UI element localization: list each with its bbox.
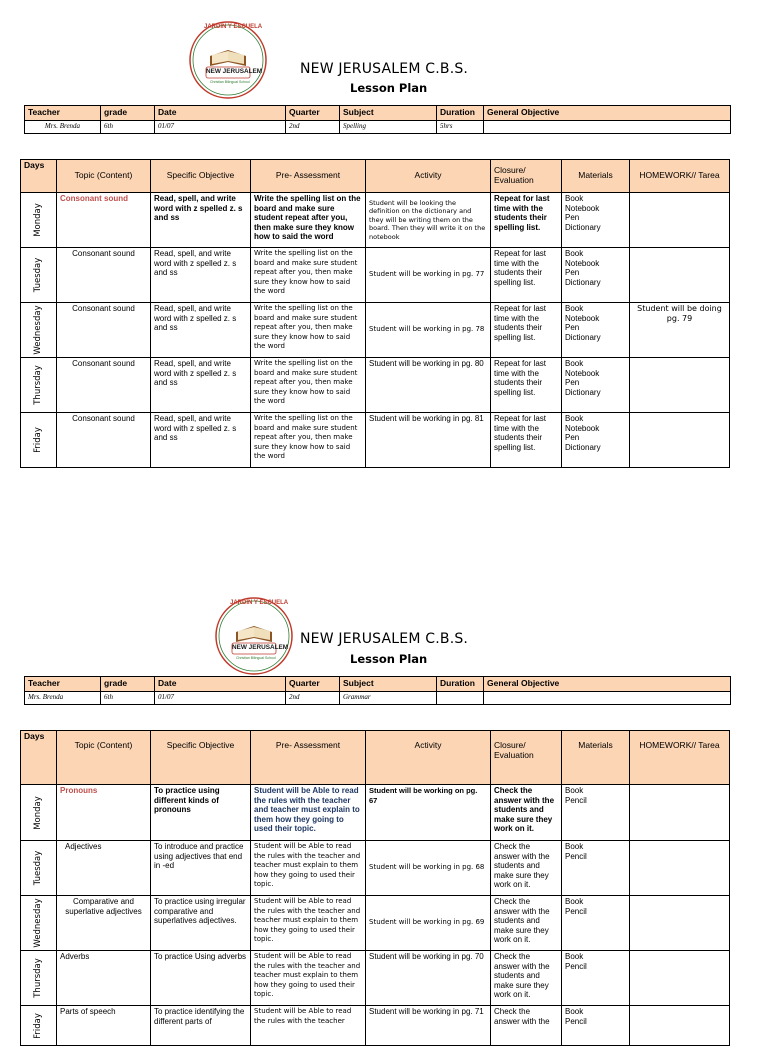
homework-cell xyxy=(630,248,730,303)
quarter-value: 2nd xyxy=(286,121,340,134)
activity-cell: Student will be working in pg. 69 xyxy=(366,896,491,951)
topic-cell: Consonant sound xyxy=(57,193,151,248)
materials-cell: Book Pencil xyxy=(562,896,630,951)
table-row xyxy=(21,193,730,248)
table-row xyxy=(21,303,730,358)
table-row xyxy=(21,413,730,468)
closure-cell: Check the answer with the xyxy=(491,1006,562,1046)
duration-value: 5hrs xyxy=(437,121,484,134)
activity-cell: Student will be working in pg. 68 xyxy=(366,841,491,896)
materials-cell: Book Pencil xyxy=(562,841,630,896)
topic-cell: Consonant sound xyxy=(57,358,151,413)
homework-cell xyxy=(630,785,730,841)
table-row xyxy=(21,785,730,841)
date-header: Date xyxy=(155,677,286,692)
pre-assessment-cell: Write the spelling list on the board and make sure student repeat after you, then make sure they know how to said the word xyxy=(251,248,366,303)
subject-header: Subject xyxy=(340,106,437,121)
homework-cell xyxy=(630,358,730,413)
quarter-value: 2nd xyxy=(286,692,340,705)
materials-header: Materials xyxy=(562,731,630,785)
activity-cell: Student will be working in pg. 81 xyxy=(366,413,491,468)
lesson-table xyxy=(20,159,730,468)
closure-header: Closure/ Evaluation xyxy=(491,160,562,193)
homework-header: HOMEWORK// Tarea xyxy=(630,731,730,785)
pre-assessment-cell: Student will be Able to read the rules with the teacher xyxy=(251,1006,366,1046)
materials-cell: Book Notebook Pen Dictionary xyxy=(562,413,630,468)
subject-value: Grammar xyxy=(340,692,437,705)
topic-cell: Adverbs xyxy=(57,951,151,1006)
homework-cell xyxy=(630,193,730,248)
objective-cell: To introduce and practice using adjectives that end in -ed xyxy=(151,841,251,896)
closure-cell: Check the answer with the students and make sure they work on it. xyxy=(491,896,562,951)
topic-cell: Parts of speech xyxy=(57,1006,151,1046)
days-header: Days xyxy=(21,160,57,193)
objective-cell: Read, spell, and write word with z spelled z. s and ss xyxy=(151,193,251,248)
logo-top-text: JARDIN Y ESCUELA xyxy=(230,600,289,606)
school-name: NEW JERUSALEM C.B.S. xyxy=(300,61,469,77)
teacher-value: Mrs. Brenda xyxy=(25,692,101,705)
topic-cell: Adjectives xyxy=(57,841,151,896)
activity-header: Activity xyxy=(366,160,491,193)
objective-cell: Read, spell, and write word with z spelled z. s and ss xyxy=(151,303,251,358)
activity-cell: Student will be working in pg. 71 xyxy=(366,1006,491,1046)
activity-cell: Student will be working on pg. 67 xyxy=(366,785,491,841)
pre-assessment-cell: Write the spelling list on the board and make sure student repeat after you, then make sure they know how to said the word xyxy=(251,358,366,413)
activity-cell: Student will be working in pg. 80 xyxy=(366,358,491,413)
teacher-value: Mrs. Brenda xyxy=(25,121,101,134)
closure-cell: Check the answer with the students and make sure they work on it. xyxy=(491,785,562,841)
school-logo xyxy=(214,596,294,676)
day-cell: Friday xyxy=(21,1006,57,1046)
page-subtitle: Lesson Plan xyxy=(350,652,428,666)
pre-assessment-header: Pre- Assessment xyxy=(251,160,366,193)
day-cell: Thursday xyxy=(21,358,57,413)
teacher-header: Teacher xyxy=(25,106,101,121)
pre-assessment-cell: Write the spelling list on the board and make sure student repeat after you, then make sure they know how to said the word xyxy=(251,303,366,358)
topic-cell: Comparative and superlative adjectives xyxy=(57,896,151,951)
pre-assessment-cell: Student will be Able to read the rules with the teacher and teacher must explain to them how they going to used their topic. xyxy=(251,951,366,1006)
specific-objective-header: Specific Objective xyxy=(151,731,251,785)
homework-cell: Student will be doing pg. 79 xyxy=(630,303,730,358)
table-row xyxy=(21,951,730,1006)
homework-cell xyxy=(630,413,730,468)
topic-cell: Consonant sound xyxy=(57,303,151,358)
logo-bottom-text: Christian Bilingual School xyxy=(210,80,250,84)
objective-cell: To practice using different kinds of pronouns xyxy=(151,785,251,841)
school-name: NEW JERUSALEM C.B.S. xyxy=(300,631,469,647)
closure-cell: Repeat for last time with the students their spelling list. xyxy=(491,303,562,358)
day-cell: Friday xyxy=(21,413,57,468)
day-cell: Tuesday xyxy=(21,841,57,896)
general-objective-value xyxy=(484,692,731,705)
pre-assessment-cell: Write the spelling list on the board and make sure student repeat after you, then make sure they know how to said the word xyxy=(251,193,366,248)
objective-cell: Read, spell, and write word with z spelled z. s and ss xyxy=(151,413,251,468)
materials-header: Materials xyxy=(562,160,630,193)
table-row xyxy=(21,358,730,413)
table-row xyxy=(21,1006,730,1046)
closure-header: Closure/ Evaluation xyxy=(491,731,562,785)
info-table xyxy=(24,105,731,134)
materials-cell: Book Notebook Pen Dictionary xyxy=(562,248,630,303)
day-cell: Wednesday xyxy=(21,896,57,951)
topic-header: Topic (Content) xyxy=(57,731,151,785)
materials-cell: Book Pencil xyxy=(562,785,630,841)
duration-header: Duration xyxy=(437,106,484,121)
info-table xyxy=(24,676,731,705)
materials-cell: Book Notebook Pen Dictionary xyxy=(562,193,630,248)
objective-cell: To practice Using adverbs xyxy=(151,951,251,1006)
homework-header: HOMEWORK// Tarea xyxy=(630,160,730,193)
duration-header: Duration xyxy=(437,677,484,692)
logo-top-text: JARDIN Y ESCUELA xyxy=(204,24,263,30)
pre-assessment-header: Pre- Assessment xyxy=(251,731,366,785)
day-cell: Wednesday xyxy=(21,303,57,358)
quarter-header: Quarter xyxy=(286,677,340,692)
teacher-header: Teacher xyxy=(25,677,101,692)
objective-cell: Read, spell, and write word with z spelled z. s and ss xyxy=(151,358,251,413)
activity-cell: Student will be working in pg. 78 xyxy=(366,303,491,358)
duration-value xyxy=(437,692,484,705)
topic-cell: Pronouns xyxy=(57,785,151,841)
quarter-header: Quarter xyxy=(286,106,340,121)
pre-assessment-cell: Student will be Able to read the rules with the teacher and teacher must explain to them how they going to used their topic. xyxy=(251,841,366,896)
materials-cell: Book Pencil xyxy=(562,1006,630,1046)
pre-assessment-cell: Student will be Able to read the rules with the teacher and teacher must explain to them how they going to used their topic. xyxy=(251,896,366,951)
activity-cell: Student will be looking the definition on the dictionary and they will be writing them on the board. Then they will write it on the notebook xyxy=(366,193,491,248)
logo-main-text: NEW JERUSALEM xyxy=(232,644,289,651)
objective-cell: To practice using irregular comparative and superlatives adjectives. xyxy=(151,896,251,951)
day-cell: Monday xyxy=(21,193,57,248)
grade-header: grade xyxy=(101,106,155,121)
date-value: 01/07 xyxy=(155,121,286,134)
pre-assessment-cell: Student will be Able to read the rules with the teacher and teacher must explain to them how they going to used their topic. xyxy=(251,785,366,841)
general-objective-value xyxy=(484,121,731,134)
table-row xyxy=(21,248,730,303)
topic-header: Topic (Content) xyxy=(57,160,151,193)
table-row xyxy=(21,841,730,896)
lesson-table xyxy=(20,730,730,1046)
grade-value: 6th xyxy=(101,692,155,705)
activity-cell: Student will be working in pg. 70 xyxy=(366,951,491,1006)
topic-cell: Consonant sound xyxy=(57,413,151,468)
school-logo xyxy=(188,20,268,100)
homework-cell xyxy=(630,841,730,896)
subject-header: Subject xyxy=(340,677,437,692)
date-value: 01/07 xyxy=(155,692,286,705)
closure-cell: Repeat for last time with the students their spelling list. xyxy=(491,358,562,413)
closure-cell: Repeat for last time with the students their spelling list. xyxy=(491,413,562,468)
day-cell: Monday xyxy=(21,785,57,841)
subject-value: Spelling xyxy=(340,121,437,134)
homework-cell xyxy=(630,1006,730,1046)
grade-value: 6th xyxy=(101,121,155,134)
objective-cell: Read, spell, and write word with z spelled z. s and ss xyxy=(151,248,251,303)
pre-assessment-cell: Write the spelling list on the board and make sure student repeat after you, then make sure they know how to said the word xyxy=(251,413,366,468)
closure-cell: Repeat for last time with the students their spelling list. xyxy=(491,248,562,303)
grade-header: grade xyxy=(101,677,155,692)
general-objective-header: General Objective xyxy=(484,677,731,692)
date-header: Date xyxy=(155,106,286,121)
table-row xyxy=(21,896,730,951)
materials-cell: Book Notebook Pen Dictionary xyxy=(562,358,630,413)
homework-cell xyxy=(630,951,730,1006)
general-objective-header: General Objective xyxy=(484,106,731,121)
activity-header: Activity xyxy=(366,731,491,785)
materials-cell: Book Pencil xyxy=(562,951,630,1006)
materials-cell: Book Notebook Pen Dictionary xyxy=(562,303,630,358)
closure-cell: Check the answer with the students and make sure they work on it. xyxy=(491,841,562,896)
logo-main-text: NEW JERUSALEM xyxy=(206,68,263,75)
homework-cell xyxy=(630,896,730,951)
day-cell: Tuesday xyxy=(21,248,57,303)
day-cell: Thursday xyxy=(21,951,57,1006)
specific-objective-header: Specific Objective xyxy=(151,160,251,193)
days-header: Days xyxy=(21,731,57,785)
closure-cell: Repeat for last time with the students their spelling list. xyxy=(491,193,562,248)
activity-cell: Student will be working in pg. 77 xyxy=(366,248,491,303)
page-subtitle: Lesson Plan xyxy=(350,81,428,95)
topic-cell: Consonant sound xyxy=(57,248,151,303)
logo-bottom-text: Christian Bilingual School xyxy=(236,656,276,660)
closure-cell: Check the answer with the students and make sure they work on it. xyxy=(491,951,562,1006)
objective-cell: To practice identifying the different parts of xyxy=(151,1006,251,1046)
